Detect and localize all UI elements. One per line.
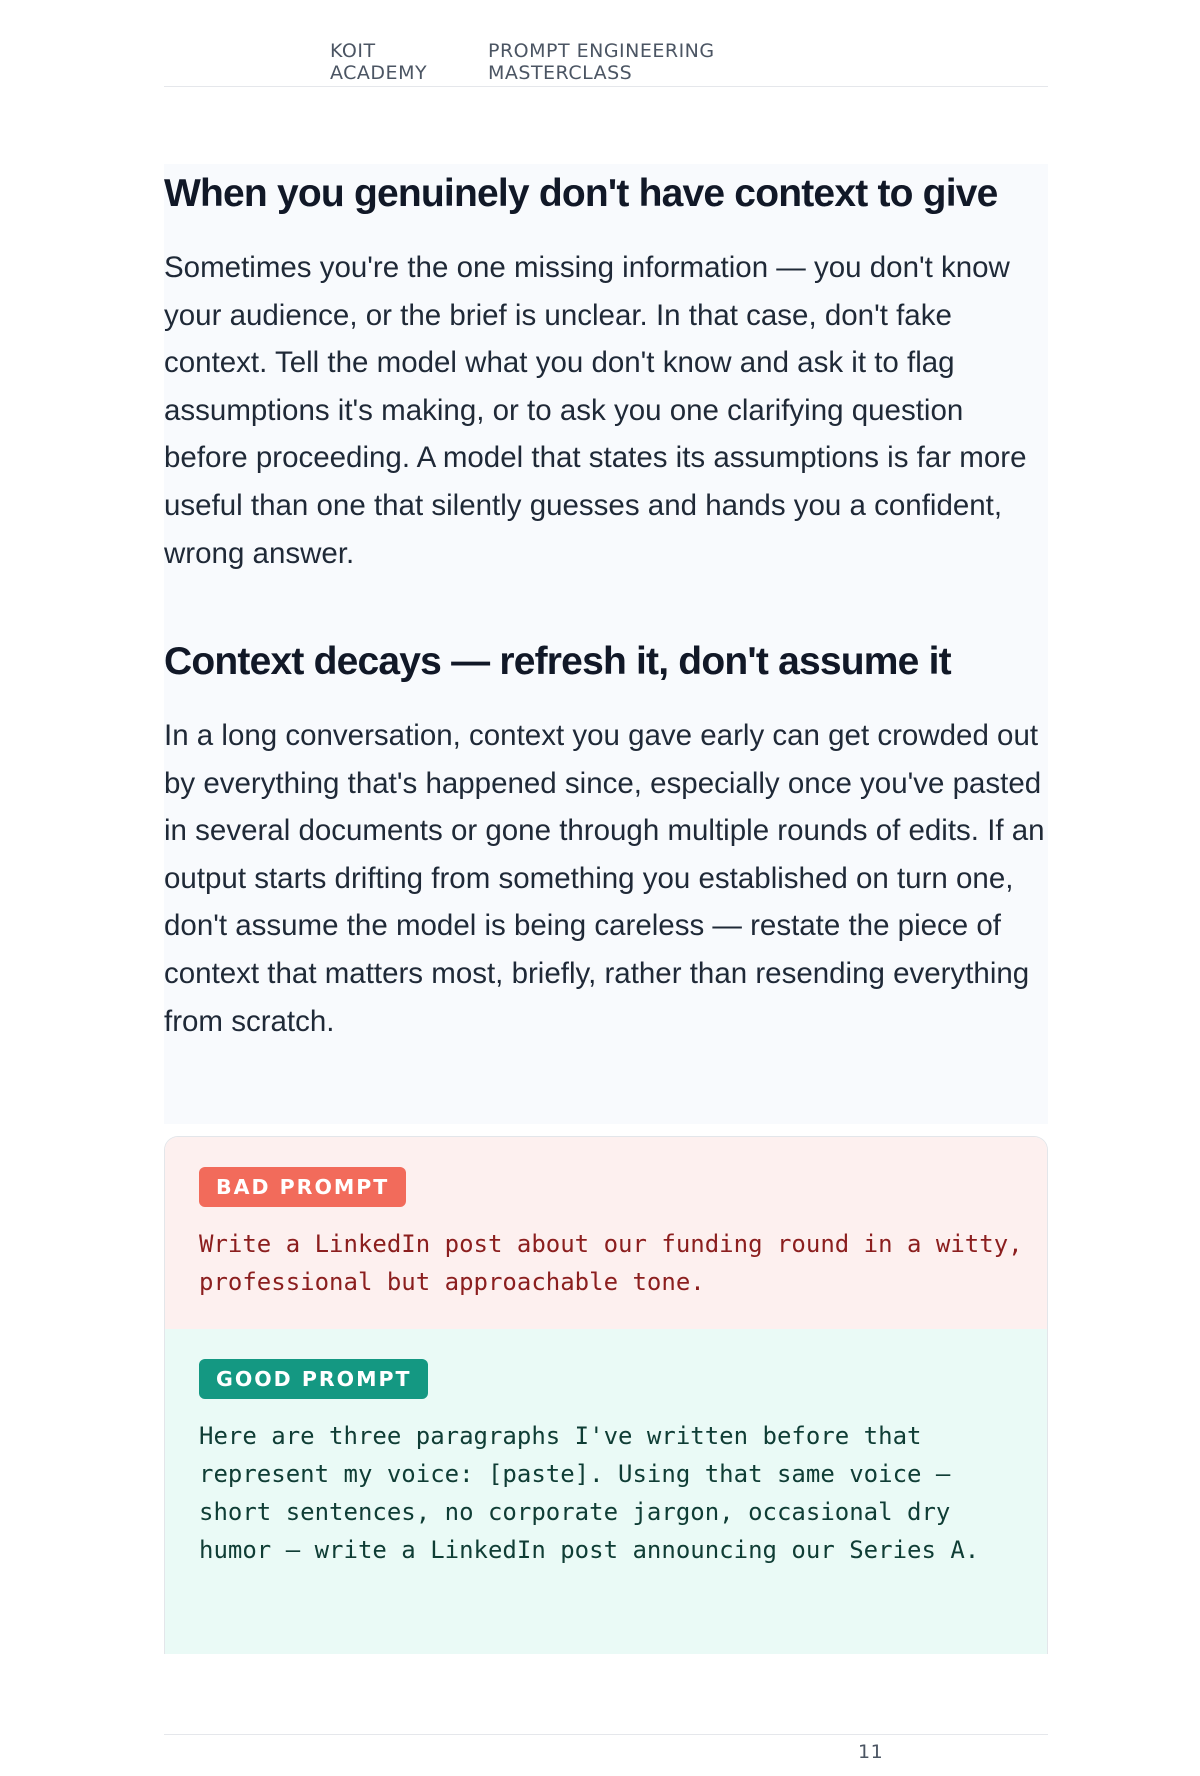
- section-body-no-context: Sometimes you're the one missing information — you don't know your audience, or the brief is unclear. In that case, don't fake context. Tell the model what you don't know and ask it to flag assumptions it's making, or to ask you one clarifying question before proceeding. A model that states its assumptions is far more useful than one that silently guesses and hands you a confident, wrong answer.: [164, 251, 1027, 570]
- header-brand: KOIT ACADEMY: [330, 40, 428, 84]
- page-number: 11: [858, 1741, 884, 1763]
- running-footer: [164, 1734, 1048, 1763]
- section-heading-context-decays: Context decays — refresh it, don't assume it: [164, 640, 951, 683]
- section-heading-no-context: When you genuinely don't have context to give: [164, 172, 998, 215]
- content-panel: [164, 164, 1048, 1124]
- good-prompt-text: Here are three paragraphs I've written before that represent my voice: [paste]. Using that same voice — short sentences, no corporate jargon, occasional dry humor — write a LinkedIn post announcing our Series A.: [199, 1422, 980, 1564]
- bad-prompt-badge: BAD PROMPT: [199, 1167, 406, 1207]
- bad-prompt-section: [165, 1137, 1047, 1329]
- good-prompt-section: [165, 1329, 1047, 1654]
- bad-prompt-text: Write a LinkedIn post about our funding round in a witty, professional but approachable tone.: [199, 1230, 1038, 1296]
- section-body-context-decays: In a long conversation, context you gave early can get crowded out by everything that's happened since, especially once you've pasted in several documents or gone through multiple rounds of edits. If an output starts drifting from something you established on turn one, don't assume the model is being careless — restate the piece of context that matters most, briefly, rather than resending everything from scratch.: [164, 719, 1045, 1038]
- header-course-title: PROMPT ENGINEERING MASTERCLASS: [488, 40, 715, 84]
- running-header: [164, 40, 1048, 87]
- prompt-comparison-box: [164, 1136, 1048, 1654]
- good-prompt-badge: GOOD PROMPT: [199, 1359, 428, 1399]
